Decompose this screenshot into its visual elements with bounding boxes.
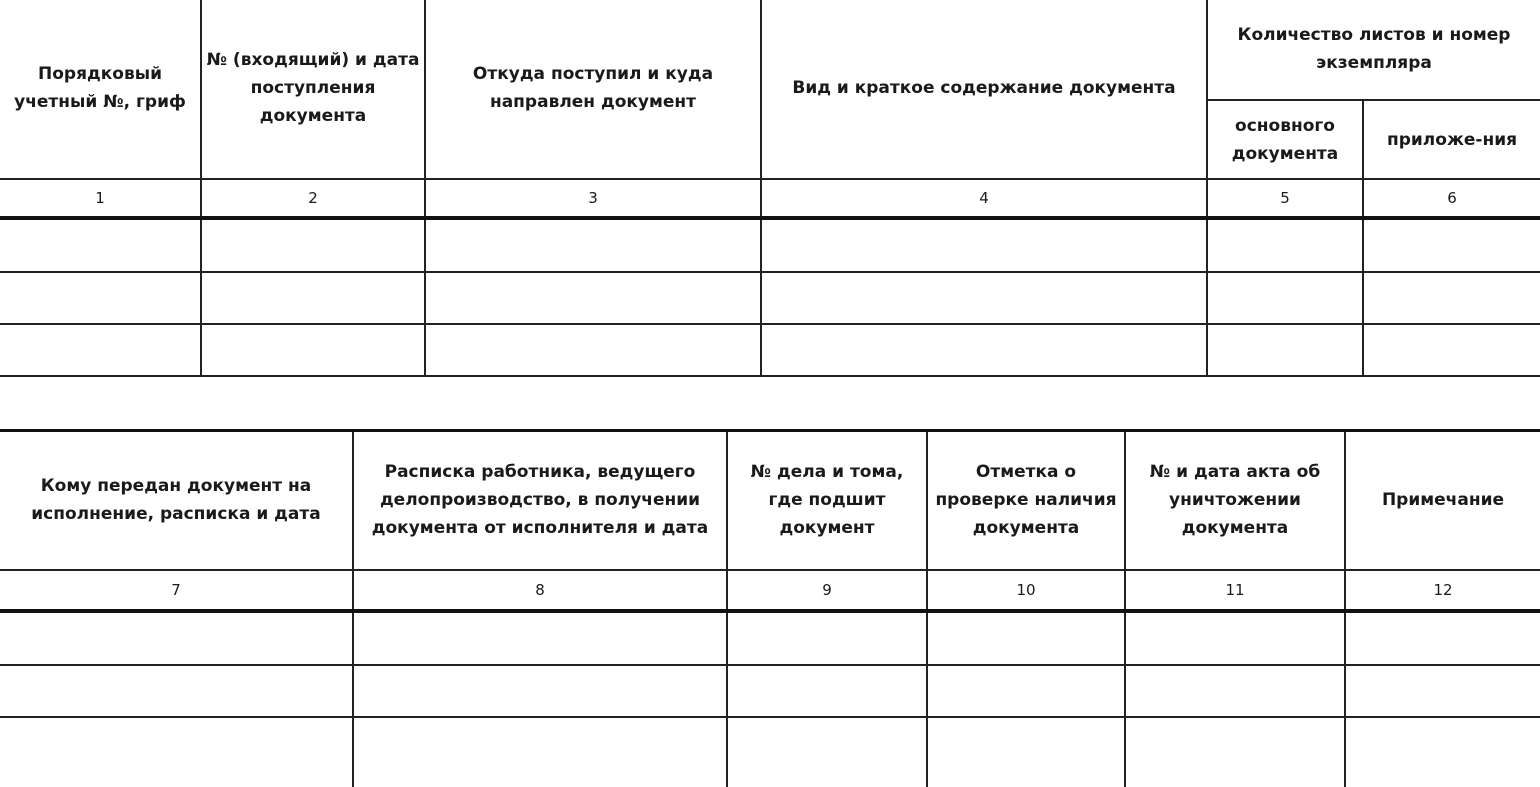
column-number: 1	[0, 179, 201, 218]
empty-cell[interactable]	[0, 717, 353, 787]
empty-cell[interactable]	[1207, 272, 1363, 324]
column-number: 7	[0, 570, 353, 611]
empty-cell[interactable]	[761, 272, 1207, 324]
header-document-type-summary: Вид и краткое содержание документа	[761, 0, 1207, 179]
table-row	[0, 272, 1540, 324]
column-number: 12	[1345, 570, 1540, 611]
header-sheets-count-copy: Количество листов и номер экземпляра	[1207, 0, 1540, 100]
empty-cell[interactable]	[1363, 324, 1540, 376]
column-number: 8	[353, 570, 727, 611]
empty-cell[interactable]	[727, 717, 927, 787]
empty-cell[interactable]	[927, 611, 1125, 665]
column-number: 6	[1363, 179, 1540, 218]
empty-cell[interactable]	[1207, 218, 1363, 272]
empty-cell[interactable]	[0, 218, 201, 272]
empty-cell[interactable]	[761, 324, 1207, 376]
empty-cell[interactable]	[201, 272, 425, 324]
empty-cell[interactable]	[761, 218, 1207, 272]
empty-cell[interactable]	[1207, 324, 1363, 376]
empty-cell[interactable]	[1125, 611, 1345, 665]
empty-cell[interactable]	[1363, 272, 1540, 324]
empty-cell[interactable]	[425, 218, 761, 272]
header-note: Примечание	[1345, 431, 1540, 570]
header-presence-check: Отметка о проверке наличия документа	[927, 431, 1125, 570]
table-row	[0, 717, 1540, 787]
empty-cell[interactable]	[425, 272, 761, 324]
empty-cell[interactable]	[927, 665, 1125, 717]
empty-cell[interactable]	[353, 665, 727, 717]
header-from-to: Откуда поступил и куда направлен документ	[425, 0, 761, 179]
document-register-table-2	[0, 429, 1540, 787]
empty-cell[interactable]	[0, 324, 201, 376]
column-number: 9	[727, 570, 927, 611]
empty-cell[interactable]	[425, 324, 761, 376]
column-number: 3	[425, 179, 761, 218]
column-number: 5	[1207, 179, 1363, 218]
table-row	[0, 324, 1540, 376]
empty-cell[interactable]	[353, 717, 727, 787]
empty-cell[interactable]	[1125, 665, 1345, 717]
header-serial-number: Порядковый учетный №, гриф	[0, 0, 201, 179]
header-incoming-number-date: № (входящий) и дата поступления документа	[201, 0, 425, 179]
header-destruction-act: № и дата акта об уничтожении документа	[1125, 431, 1345, 570]
column-number: 11	[1125, 570, 1345, 611]
empty-cell[interactable]	[201, 324, 425, 376]
empty-cell[interactable]	[0, 272, 201, 324]
empty-cell[interactable]	[1345, 665, 1540, 717]
empty-cell[interactable]	[0, 665, 353, 717]
table-row	[0, 218, 1540, 272]
column-number: 10	[927, 570, 1125, 611]
empty-cell[interactable]	[0, 611, 353, 665]
table-row	[0, 665, 1540, 717]
empty-cell[interactable]	[1345, 611, 1540, 665]
empty-cell[interactable]	[727, 665, 927, 717]
table-row	[0, 611, 1540, 665]
column-number: 2	[201, 179, 425, 218]
header-clerk-receipt: Расписка работника, ведущего делопроизводство, в получении документа от исполнителя и дата	[353, 431, 727, 570]
empty-cell[interactable]	[1363, 218, 1540, 272]
empty-cell[interactable]	[1345, 717, 1540, 787]
empty-cell[interactable]	[927, 717, 1125, 787]
document-register-table-1	[0, 0, 1540, 377]
header-appendix: приложе-ния	[1363, 100, 1540, 179]
column-number: 4	[761, 179, 1207, 218]
header-case-volume: № дела и тома, где подшит документ	[727, 431, 927, 570]
empty-cell[interactable]	[353, 611, 727, 665]
empty-cell[interactable]	[727, 611, 927, 665]
header-main-document: основного документа	[1207, 100, 1363, 179]
empty-cell[interactable]	[201, 218, 425, 272]
header-handed-to: Кому передан документ на исполнение, расписка и дата	[0, 431, 353, 570]
empty-cell[interactable]	[1125, 717, 1345, 787]
